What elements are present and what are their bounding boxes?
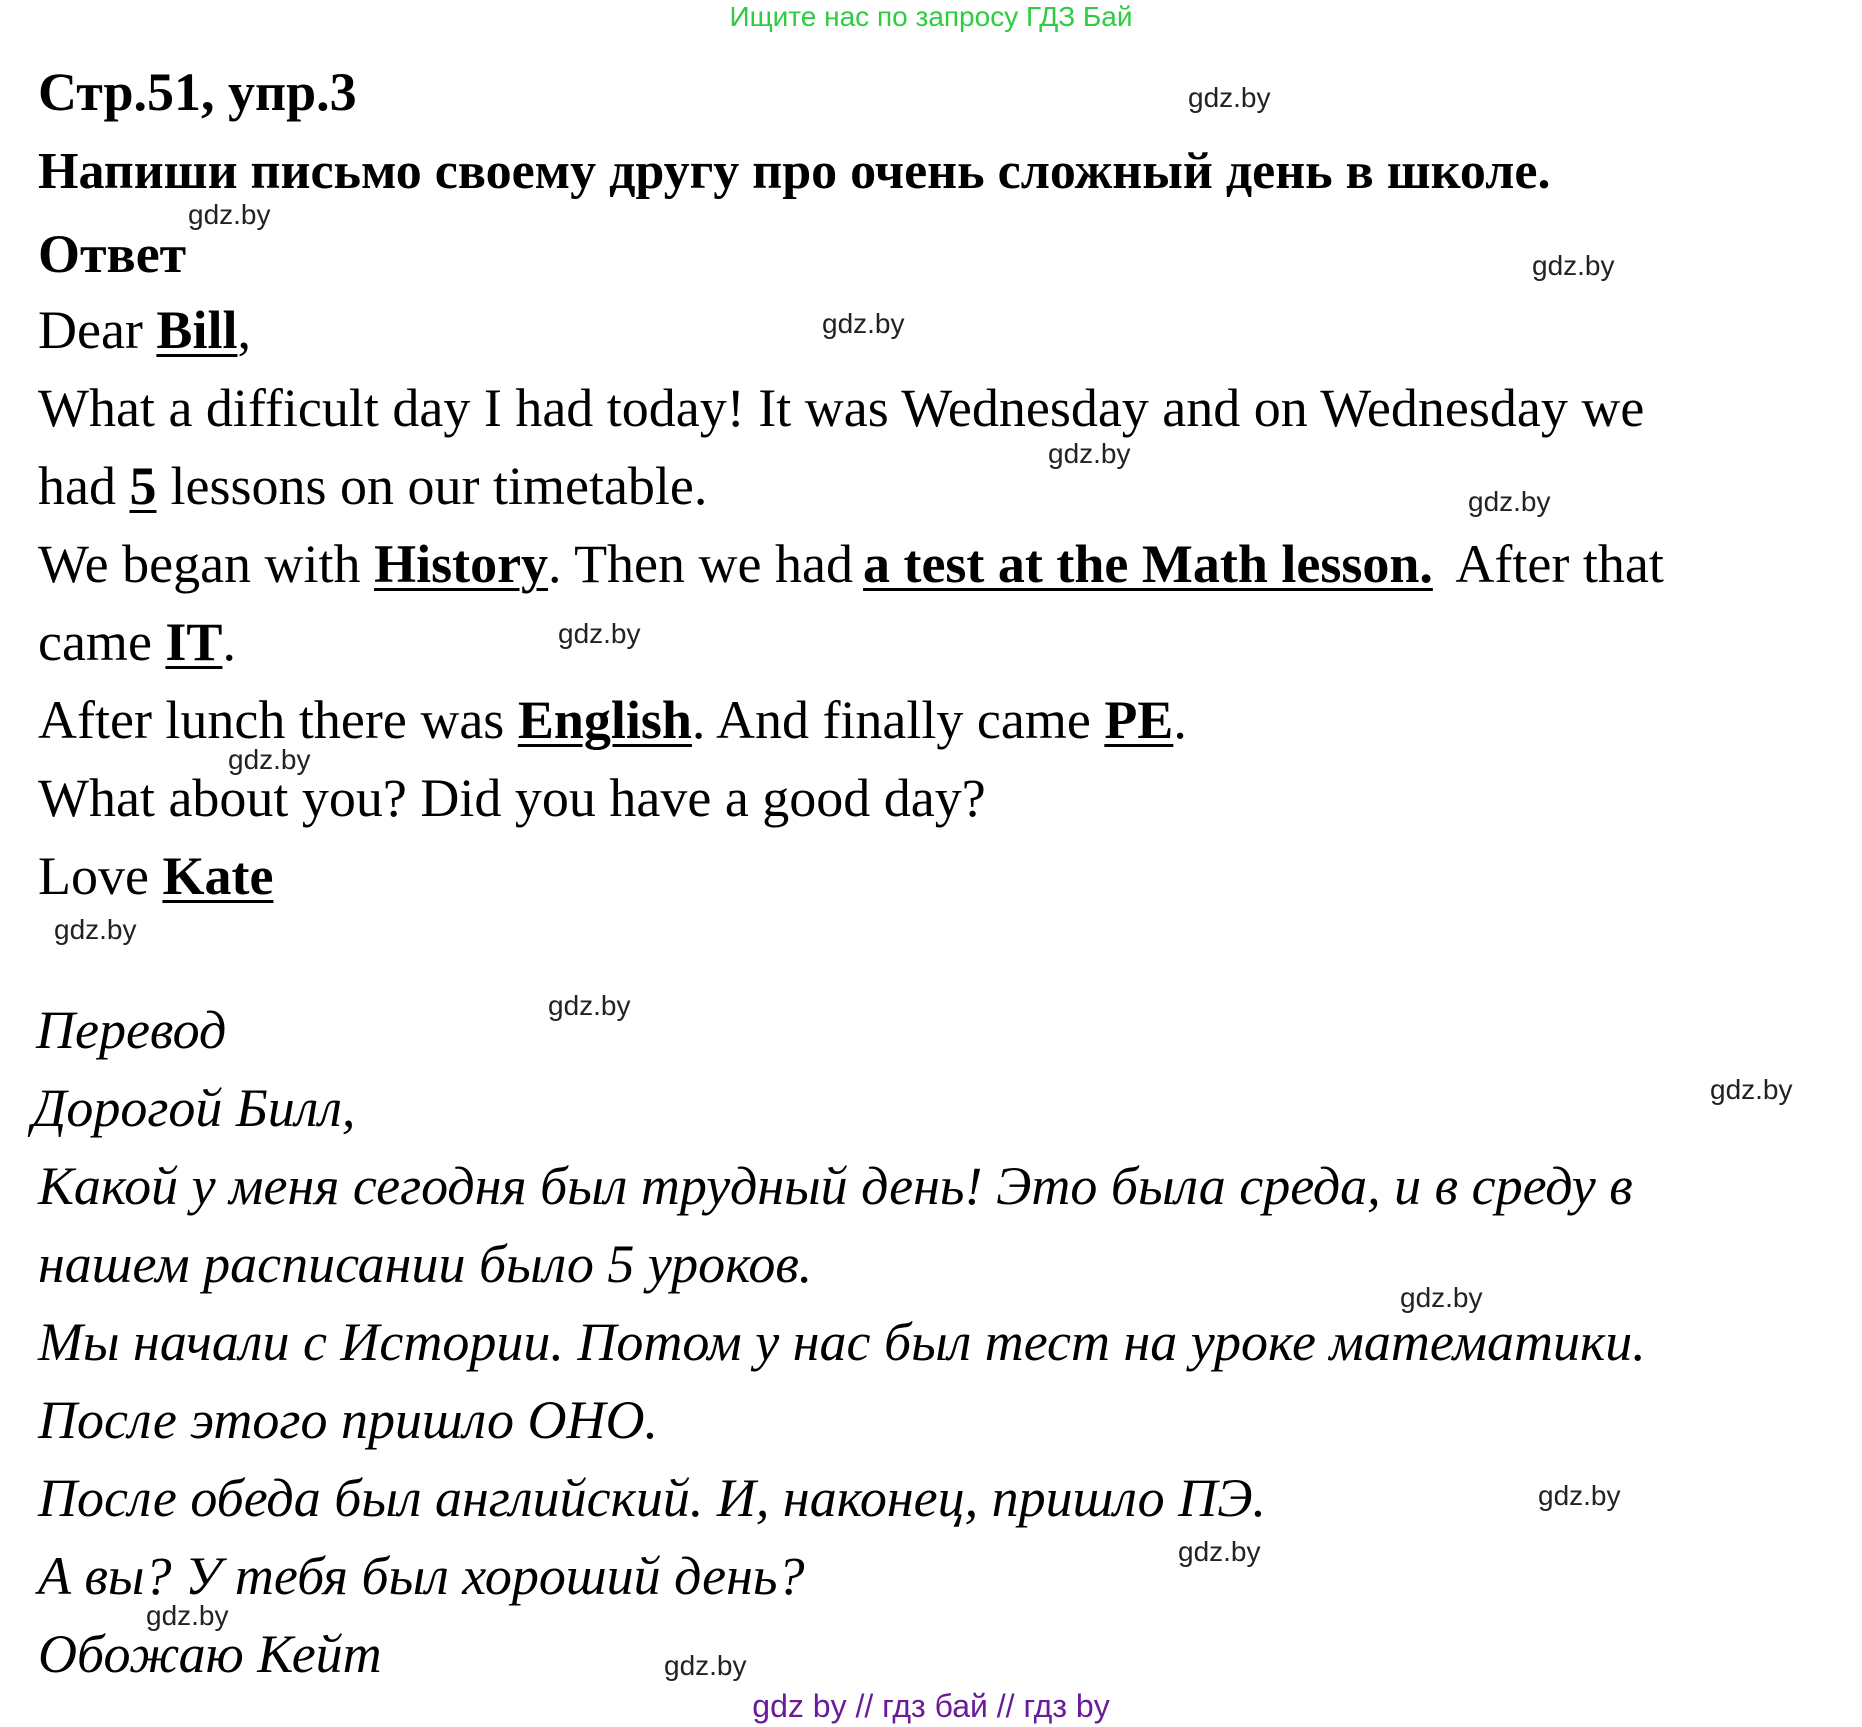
watermark: gdz.by — [1400, 1282, 1483, 1313]
watermark: gdz.by — [1532, 250, 1615, 281]
letter-line-2: What a difficult day I had today! It was Wednesday and on Wednesday we — [38, 378, 1645, 438]
blank-signature: Kate — [162, 846, 274, 906]
line-text: . Then we had — [548, 534, 853, 594]
letter-line-3 — [38, 454, 707, 518]
watermark: gdz.by — [1710, 1074, 1793, 1105]
letter-line-7: What about you? Did you have a good day? — [38, 768, 986, 828]
blank-subject-english: English — [517, 690, 692, 750]
blank-subject-it: IT — [165, 612, 223, 672]
translation-line: Обожаю Кейт — [38, 1624, 382, 1684]
watermark: gdz.by — [558, 618, 641, 649]
letter-line-5 — [38, 610, 236, 674]
line-text: After lunch there was — [38, 690, 518, 750]
watermark: gdz.by — [822, 308, 905, 339]
translation-title: Перевод — [36, 1000, 227, 1060]
translation-line: Дорогой Билл, — [32, 1078, 356, 1138]
task-text: Напиши письмо своему другу про очень сложный день в школе. — [38, 143, 1551, 200]
translation-line: нашем расписании было 5 уроков. — [38, 1234, 813, 1294]
line-text: . And finally came — [691, 690, 1105, 750]
line-text: We began with — [38, 534, 375, 594]
blank-test: a test at the Math lesson. — [862, 534, 1433, 594]
letter-line-4 — [38, 532, 1664, 596]
search-banner: Ищите нас по запросу ГДЗ Бай — [729, 1, 1133, 32]
line-text: Love — [38, 846, 163, 906]
greeting-text: Dear — [38, 300, 157, 360]
translation-line: После обеда был английский. И, наконец, пришло ПЭ. — [38, 1468, 1266, 1528]
line-text: . — [1173, 690, 1187, 750]
watermark: gdz.by — [1188, 82, 1271, 113]
footer-links: gdz by // гдз бай // гдз by — [752, 1688, 1110, 1724]
line-text: . — [222, 612, 236, 672]
watermark: gdz.by — [188, 199, 271, 230]
translation-line: А вы? У тебя был хороший день? — [38, 1546, 805, 1606]
letter-signoff — [38, 844, 273, 908]
watermark: gdz.by — [1468, 486, 1551, 517]
blank-subject-history: History — [374, 534, 549, 594]
line-text: had — [38, 456, 130, 516]
watermark: gdz.by — [548, 990, 631, 1021]
letter-greeting — [38, 298, 251, 362]
line-text: lessons on our timetable. — [170, 456, 708, 516]
blank-name: Bill — [156, 300, 238, 360]
watermark: gdz.by — [1048, 438, 1131, 469]
watermark: gdz.by — [228, 744, 311, 775]
page-title: Стр.51, упр.3 — [38, 62, 357, 122]
line-text: After that — [1444, 534, 1664, 594]
answer-label: Ответ — [38, 224, 187, 284]
watermark: gdz.by — [664, 1650, 747, 1681]
watermark: gdz.by — [146, 1600, 229, 1631]
watermark: gdz.by — [1538, 1480, 1621, 1511]
translation-line: После этого пришло ОНО. — [38, 1390, 658, 1450]
line-text: came — [38, 612, 166, 672]
translation-line: Мы начали с Истории. Потом у нас был тест на уроке математики. — [38, 1312, 1646, 1372]
watermark: gdz.by — [54, 914, 137, 945]
blank-number: 5 — [129, 456, 157, 516]
blank-subject-pe: PE — [1104, 690, 1174, 750]
greeting-comma: , — [237, 300, 251, 360]
watermark: gdz.by — [1178, 1536, 1261, 1567]
translation-line: Какой у меня сегодня был трудный день! Это была среда, и в среду в — [38, 1156, 1633, 1216]
letter-line-6 — [38, 688, 1187, 752]
